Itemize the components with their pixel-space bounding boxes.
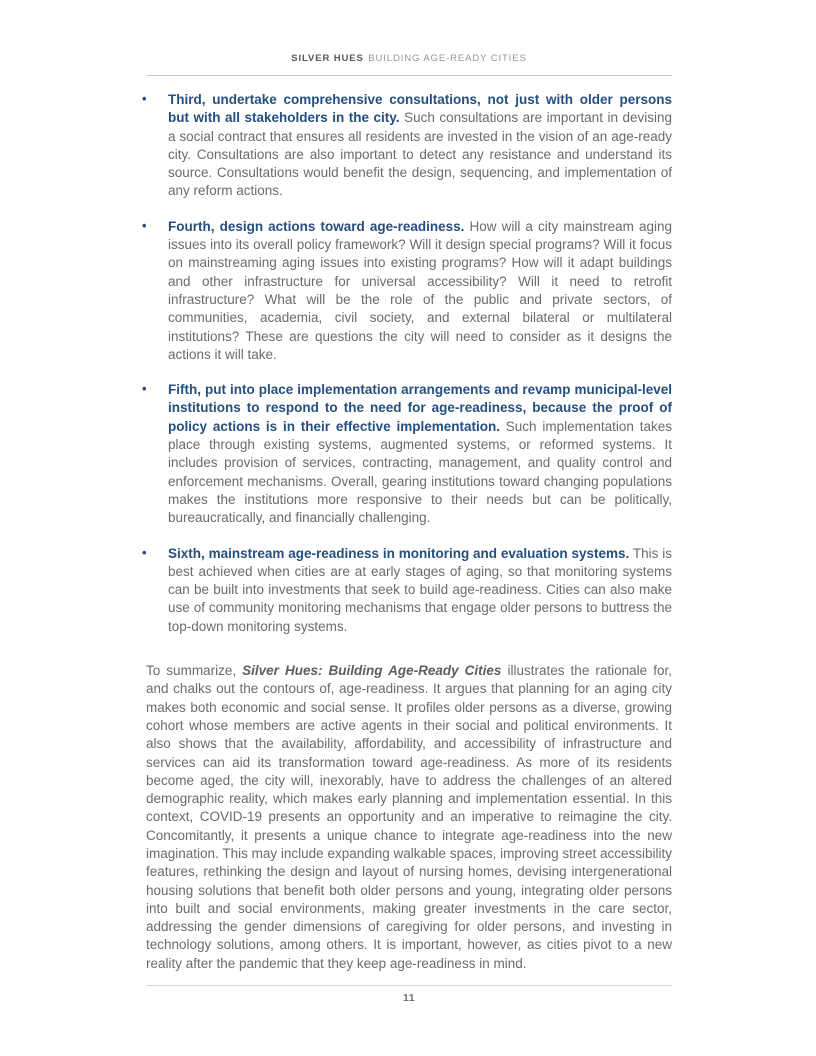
bullet-body: How will a city mainstream aging issues into its overall policy framework? Will it design special programs? Will it focus on mainstreaming aging issues into existing programs? How will it adapt buildings and other infrastructure for universal accessibility? Will it need to retrofit infrastructure? What will be the role of the public and private sectors, of communities, academia, civil society, and external bilateral or multilateral institutions? These are questions the city will need to consider as it designs the actions it will take. [168,218,672,362]
page-footer [146,985,672,1004]
report-series-name: SILVER HUES [291,53,364,64]
page-body [142,91,672,973]
list-item [142,91,672,201]
summary-paragraph [146,662,672,973]
bullet-lead: Sixth, mainstream age-readiness in monitoring and evaluation systems. [168,545,630,561]
list-item [142,217,672,364]
bullet-body: Such consultations are important in devising a social contract that ensures all residents are invested in the vision of an age-ready city. Consultations are also important to detect any resistance and understand its source. Consultations would benefit the design, sequencing, and implementation of any reform actions. [168,110,672,199]
bullet-body: Such implementation takes place through existing systems, augmented systems, or reformed systems. It includes provision of services, contracting, management, and quality control and enforcement mechanisms. Overall, gearing institutions toward changing populations makes the institutions more responsive to their needs but can be politically, bureaucratically, and financially challenging. [168,418,672,526]
bullet-lead: Third, undertake comprehensive consultations, not just with older persons but with all stakeholders in the city. [168,92,672,126]
bullet-body: This is best achieved when cities are at early stages of aging, so that monitoring systems can be built into investments that seek to build age-readiness. Cities can also make use of community monitoring mechanisms that engage older persons to buttress the top-down monitoring systems. [168,545,672,634]
bullet-lead: Fifth, put into place implementation arrangements and revamp municipal-level institutions to respond to the need for age-readiness, because the proof of policy actions is in their effective implementation. [168,382,672,434]
list-item [142,381,672,527]
running-header-text [146,48,672,66]
bullet-marker: • [142,217,147,233]
running-header [146,48,672,76]
page-number: 11 [402,992,416,1004]
list-item [142,544,672,636]
bullet-marker: • [142,381,147,397]
bullet-marker: • [142,91,147,106]
summary-body: illustrates the rationale for, and chalks out the contours of, age-readiness. It argues that planning for an aging city makes both economic and social sense. It profiles older persons as a diverse, growing cohort whose members are active agents in their social and political environments. It also shows that the availability, affordability, and accessibility of infrastructure and services can aid its transformation toward age-readiness. As more of its residents become aged, the city will, inexorably, have to address the challenges of an altered demographic reality, which makes early planning and implementation essential. In this context, COVID-19 presents an opportunity and an imperative to reimagine the city. Concomitantly, it presents a unique chance to integrate age-readiness into the new imagination. This may include expanding walkable spaces, improving street accessibility features, rethinking the design and layout of nursing homes, devising intergenerational housing solutions that benefit both older persons and young, integrating older persons into built and social environments, making greater investments in the care sector, addressing the gender dimensions of caregiving for older persons, and investing in technology solutions, among others. It is important, however, as cities pivot to a new reality after the pandemic that they keep age-readiness in mind. [146,663,672,971]
summary-prefix: To summarize, [146,663,237,679]
report-title: BUILDING AGE-READY CITIES [368,53,527,64]
header-divider [146,75,672,76]
bullet-list [142,91,672,636]
footer-divider [146,985,672,986]
book-title: Silver Hues: Building Age-Ready Cities [242,663,502,679]
bullet-marker: • [142,544,147,560]
bullet-lead: Fourth, design actions toward age-readiness. [168,218,465,234]
